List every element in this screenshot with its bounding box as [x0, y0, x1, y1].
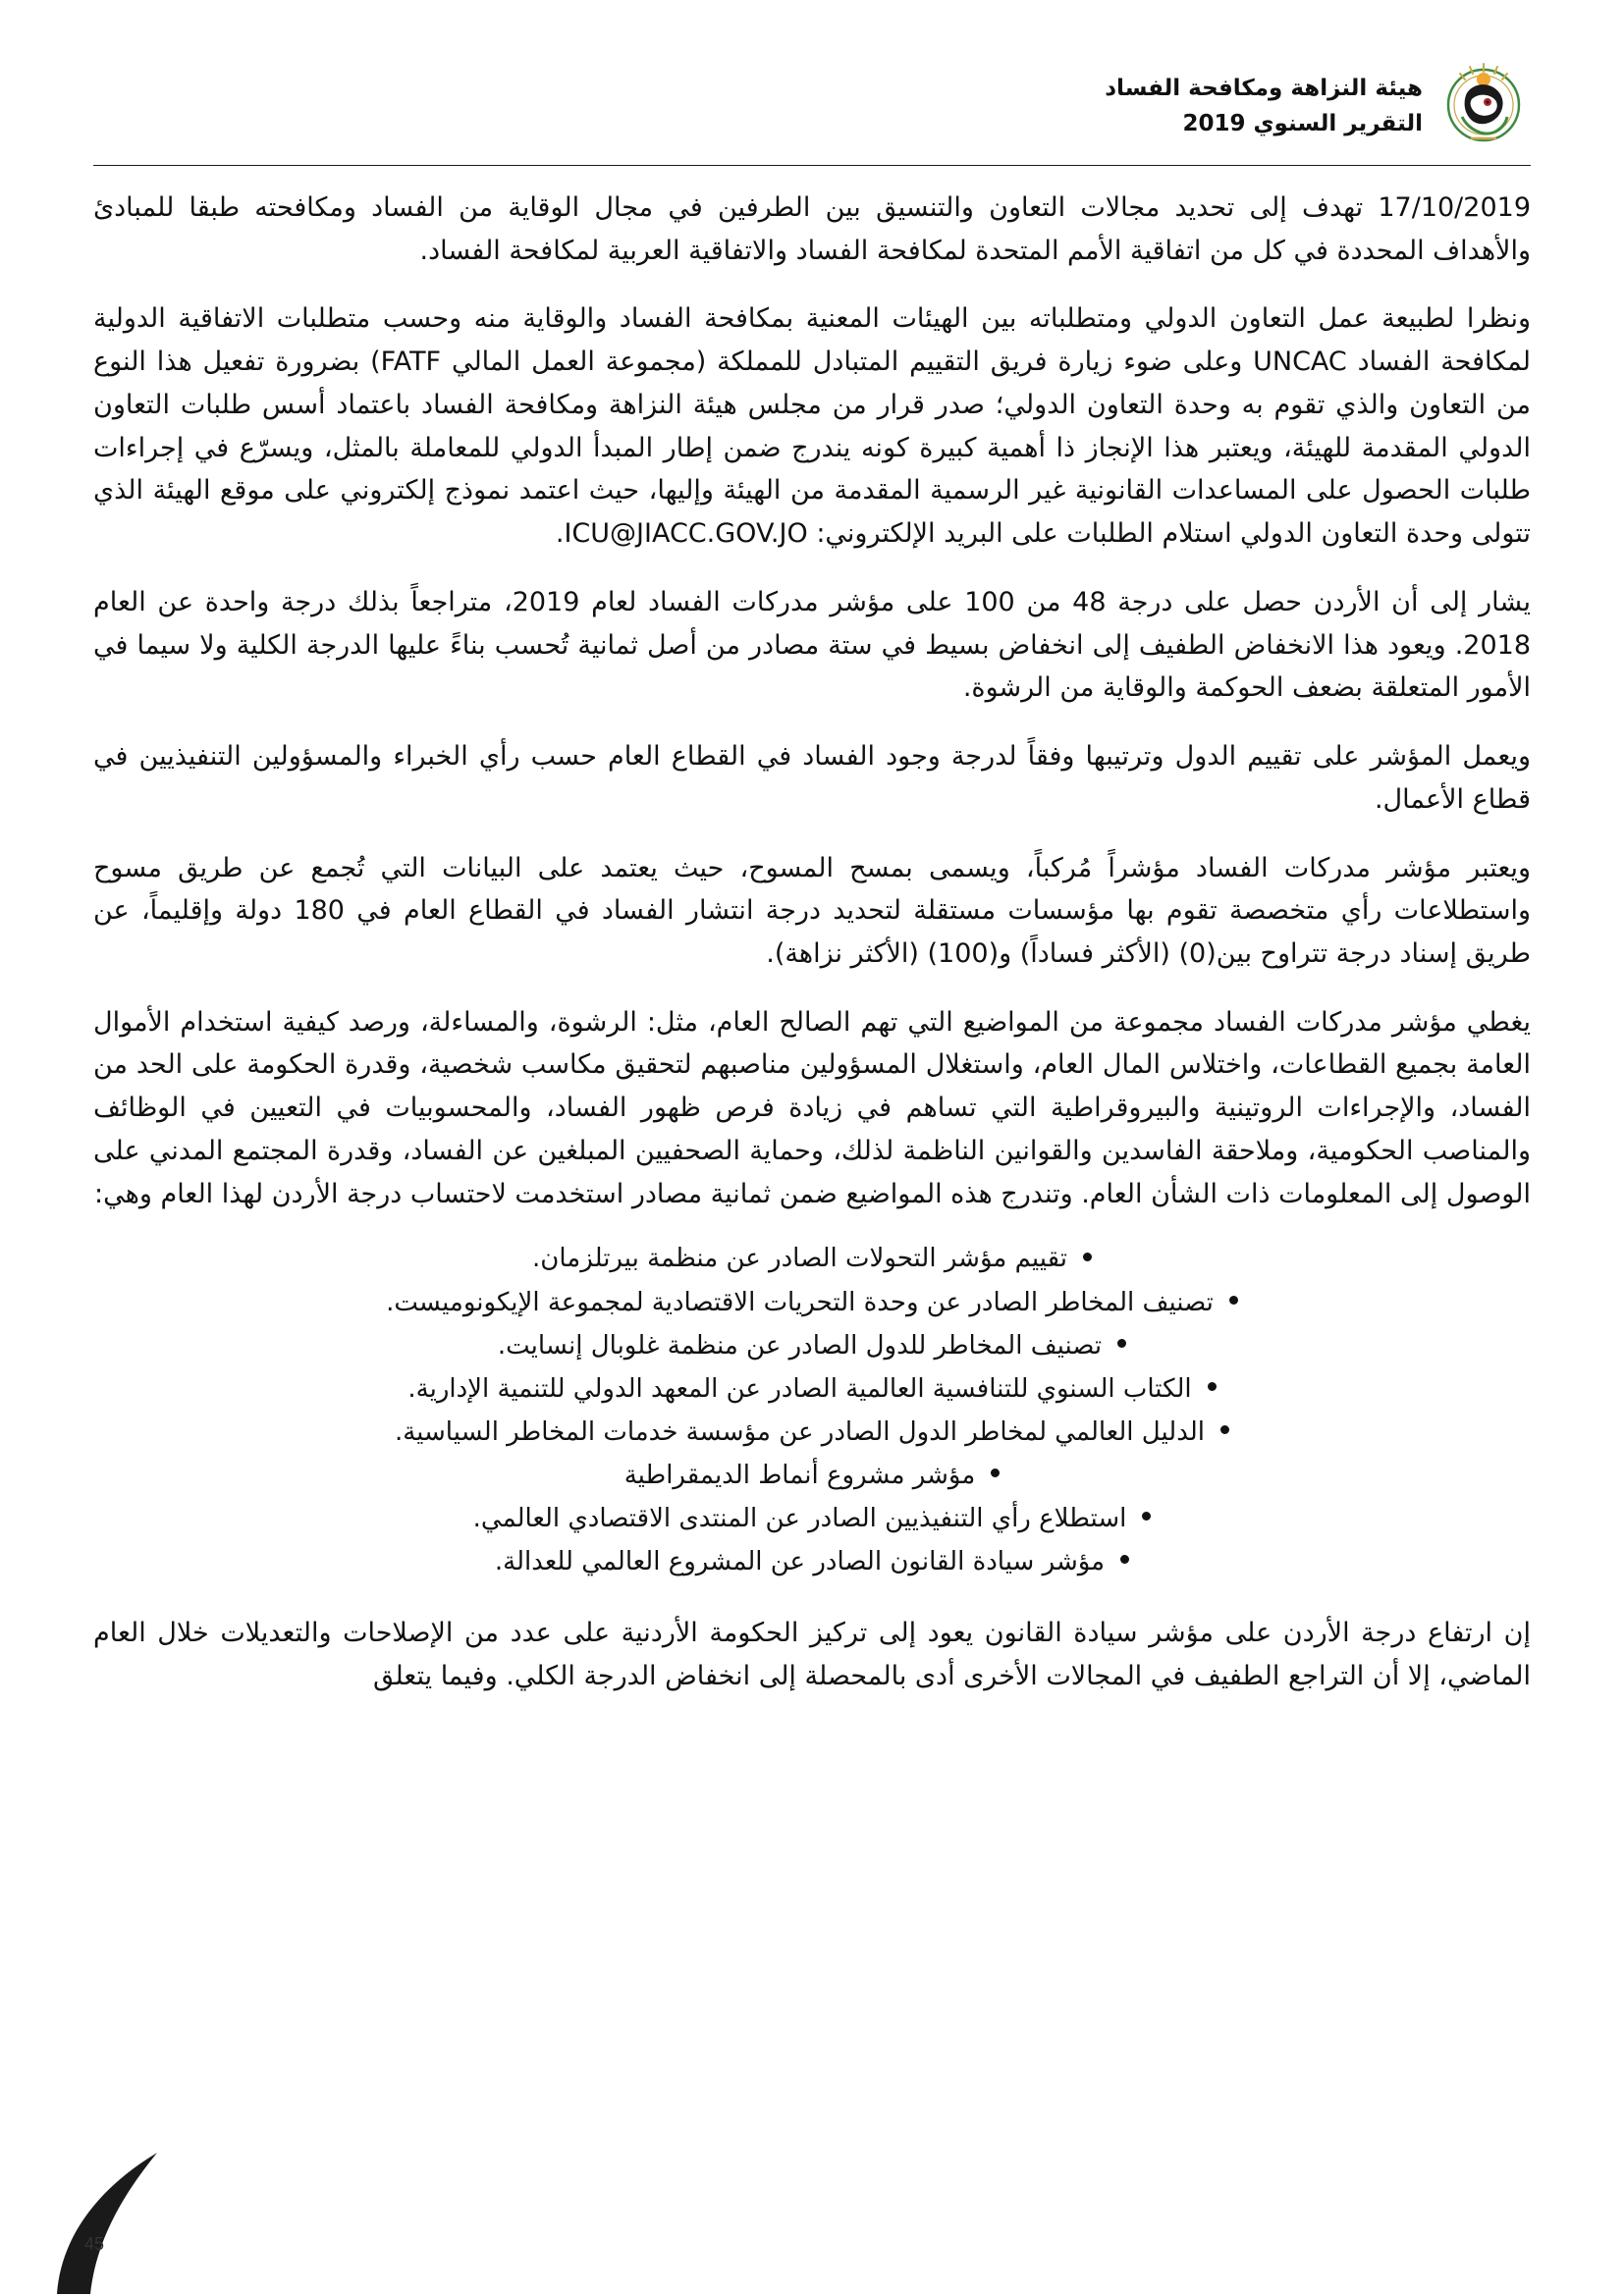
paragraph-1: 17/10/2019 تهدف إلى تحديد مجالات التعاون والتنسيق بين الطرفين في مجال الوقاية من الفساد ومكافحته طبقا للمبادئ والأهداف المحددة في كل من اتفاقية الأمم المتحدة لمكافحة الفساد والاتفاقية العربية لمكافحة الفساد.: [93, 192, 1531, 266]
list-item-label: تقييم مؤشر التحولات الصادر عن منظمة بيرتلزمان.: [532, 1244, 1067, 1274]
paragraph-4: ويعمل المؤشر على تقييم الدول وترتيبها وفقاً لدرجة وجود الفساد في القطاع العام حسب رأي الخبراء والمسؤولين التنفيذيين في قطاع الأعمال.: [93, 741, 1531, 815]
list-item-label: مؤشر مشروع أنماط الديمقراطية: [623, 1460, 976, 1490]
list-item-label: مؤشر سيادة القانون الصادر عن المشروع العالمي للعدالة.: [494, 1546, 1106, 1576]
paragraph-6: يغطي مؤشر مدركات الفساد مجموعة من المواضيع التي تهم الصالح العام، مثل: الرشوة، والمساءلة، ورصد كيفية استخدام الأموال العامة بجميع القطاعات، واختلاس المال العام، واستغلال المسؤولين مناصبهم لتحقيق مكاسب شخصية، وقدرة الحكومة على الحد من الفساد، والإجراءات الروتينية والبيروقراطية التي تساهم في زيادة فرص ظهور الفساد، والمحسوبيات في التعيين في الوظائف والمناصب الحكومية، وملاحقة الفاسدين والقوانين الناظمة لذلك، وحماية الصحفيين المبلغين عن الفساد، وقدرة المجتمع المدني على الوصول إلى المعلومات ذات الشأن العام. وتندرج هذه المواضيع ضمن ثمانية مصادر استخدمت لاحتساب درجة الأردن لهذا العام وهي:: [93, 1006, 1531, 1209]
list-item: [152, 1239, 1472, 1279]
list-item: [152, 1326, 1472, 1366]
page-header: [93, 54, 1531, 152]
list-item: [152, 1413, 1472, 1453]
bullet-dot-icon: [1208, 1382, 1217, 1391]
list-item-label: الدليل العالمي لمخاطر الدول الصادر عن مؤسسة خدمات المخاطر السياسية.: [394, 1416, 1206, 1447]
bullet-dot-icon: [991, 1468, 1000, 1477]
bullet-dot-icon: [1142, 1512, 1151, 1521]
bullet-dot-icon: [1117, 1339, 1126, 1348]
list-item: [152, 1369, 1472, 1410]
bullet-dot-icon: [1229, 1296, 1238, 1305]
organization-name: هيئة النزاهة ومكافحة الفساد: [1105, 75, 1423, 101]
list-item: [152, 1499, 1472, 1539]
swoosh-decoration-icon: [39, 2109, 265, 2296]
report-title: التقرير السنوي 2019: [1182, 111, 1423, 136]
paragraph-2: ونظرا لطبيعة عمل التعاون الدولي ومتطلباته بين الهيئات المعنية بمكافحة الفساد والوقاية منه وحسب متطلبات الاتفاقية الدولية لمكافحة الفساد UNCAC وعلى ضوء زيارة فريق التقييم المتبادل للمملكة (مجموعة العمل المالي FATF) بضرورة تفعيل هذا النوع من التعاون والذي تقوم به وحدة التعاون الدولي؛ صدر قرار من مجلس هيئة النزاهة ومكافحة الفساد باعتماد أسس طلبات التعاون الدولي المقدمة للهيئة، ويعتبر هذا الإنجاز ذا أهمية كبيرة كونه يندرج ضمن إطار المبدأ الدولي للمعاملة بالمثل، ويسرّع في إجراءات طلبات الحصول على المساعدات القانونية غير الرسمية المقدمة من الهيئة وإليها، حيث اعتمد نموذج إلكتروني على موقع الهيئة الذي تتولى وحدة التعاون الدولي استلام الطلبات على البريد الإلكتروني: ICU@JIACC.GOV.JO.: [93, 303, 1531, 550]
list-item: [152, 1542, 1472, 1582]
list-item-label: استطلاع رأي التنفيذيين الصادر عن المنتدى الاقتصادي العالمي.: [472, 1503, 1127, 1533]
list-item-label: الكتاب السنوي للتنافسية العالمية الصادر عن المعهد الدولي للتنمية الإدارية.: [407, 1373, 1192, 1404]
list-item-label: تصنيف المخاطر الصادر عن وحدة التحريات الاقتصادية لمجموعة الإيكونوميست.: [386, 1287, 1214, 1317]
page-number: 45: [84, 2234, 105, 2254]
paragraph-3: يشار إلى أن الأردن حصل على درجة 48 من 100 على مؤشر مدركات الفساد لعام 2019، متراجعاً بذلك درجة واحدة عن العام 2018. ويعود هذا الانخفاض الطفيف إلى انخفاض بسيط في ستة مصادر من أصل ثمانية تُحسب بناءً عليها الدرجة الكلية ولا سيما في الأمور المتعلقة بضعف الحوكمة والوقاية من الرشوة.: [93, 586, 1531, 704]
bullet-dot-icon: [1120, 1555, 1129, 1564]
list-item: [152, 1456, 1472, 1496]
list-item-label: تصنيف المخاطر للدول الصادر عن منظمة غلوبال إنسايت.: [497, 1330, 1103, 1361]
sources-list: [152, 1239, 1472, 1582]
bullet-dot-icon: [1220, 1425, 1229, 1434]
header-text-block: [1105, 66, 1423, 141]
jiacc-logo-icon: [1436, 56, 1531, 150]
header-divider: [93, 165, 1531, 166]
page-content: [93, 187, 1531, 1724]
paragraph-5: ويعتبر مؤشر مدركات الفساد مؤشراً مُركباً، ويسمى بمسح المسوح، حيث يعتمد على البيانات التي تُجمع عن طريق مسوح واستطلاعات رأي متخصصة تقوم بها مؤسسات مستقلة لتحديد درجة انتشار الفساد في القطاع العام في 180 دولة وإقليماً، عن طريق إسناد درجة تتراوح بين(0) (الأكثر فساداً) و(100) (الأكثر نزاهة).: [93, 852, 1531, 970]
list-item: [152, 1283, 1472, 1323]
bullet-dot-icon: [1083, 1253, 1092, 1261]
closing-paragraph: إن ارتفاع درجة الأردن على مؤشر سيادة القانون يعود إلى تركيز الحكومة الأردنية على عدد من الإصلاحات والتعديلات خلال العام الماضي، إلا أن التراجع الطفيف في المجالات الأخرى أدى بالمحصلة إلى انخفاض الدرجة الكلي. وفيما يتعلق: [93, 1618, 1531, 1691]
